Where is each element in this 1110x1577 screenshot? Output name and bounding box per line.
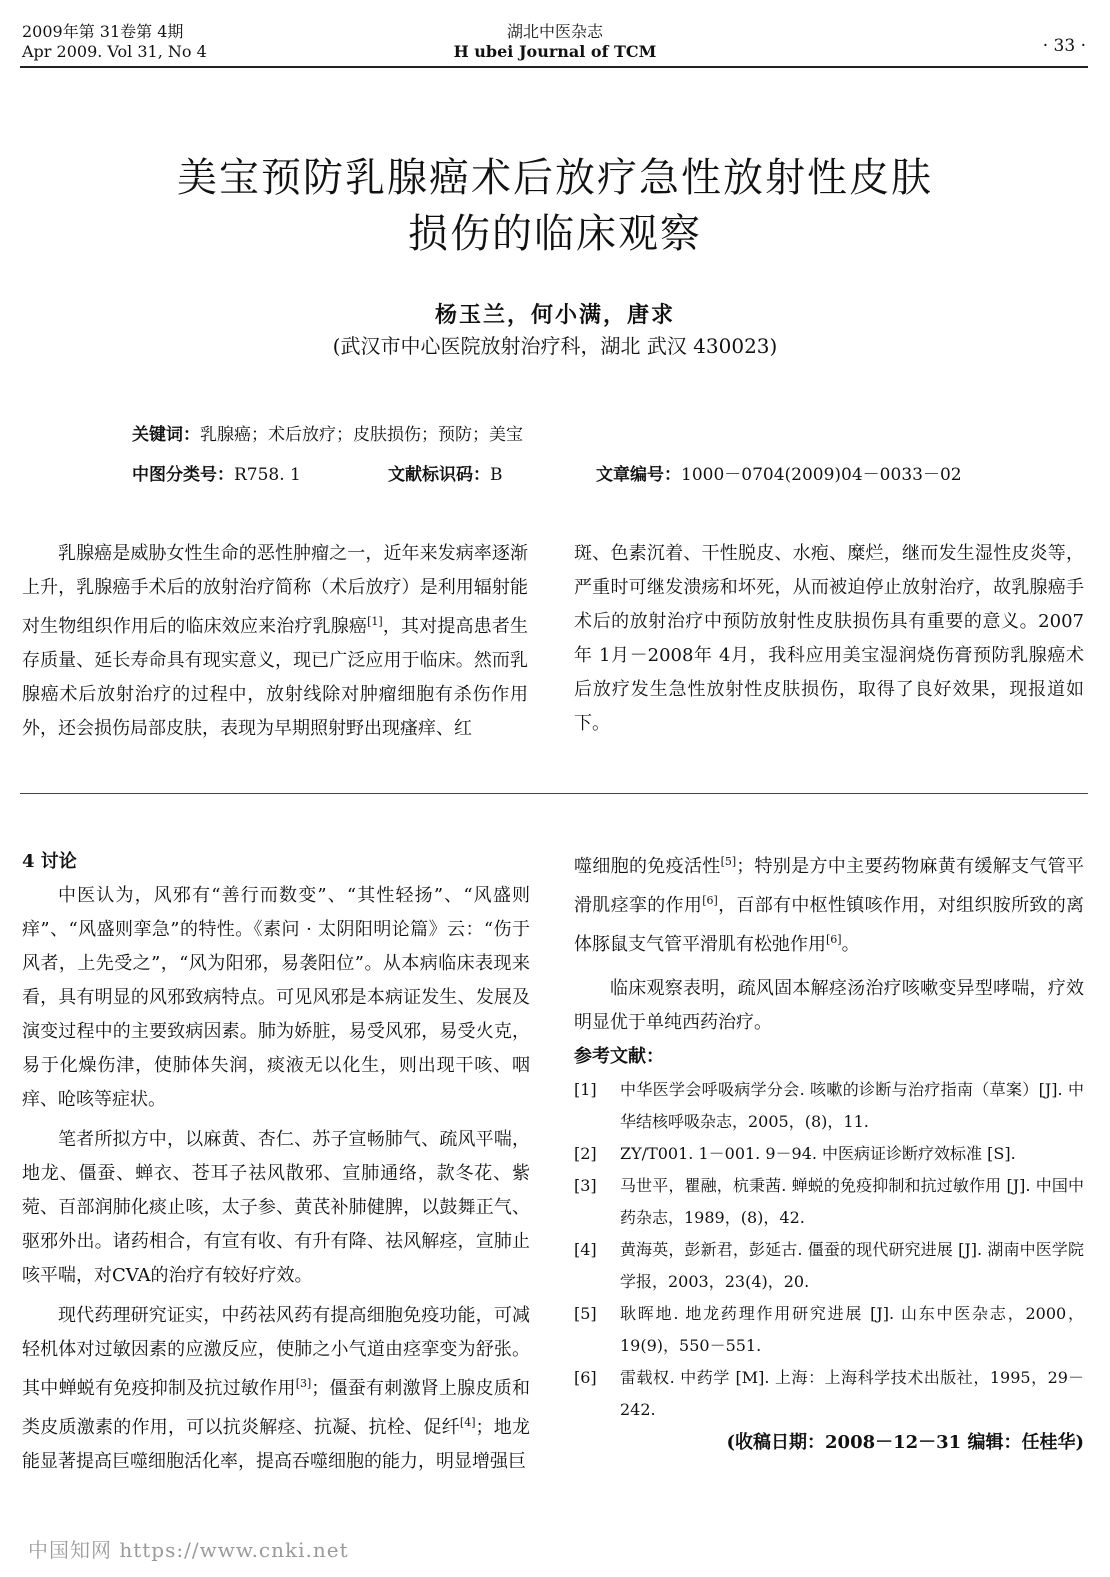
discussion-paragraph-1: 中医认为，风邪有“善行而数变”、“其性轻扬”、“风盛则痒”、“风盛则挛急”的特性。《素问 · 太阴阳明论篇》云：“伤于风者，上先受之”，“风为阳邪，易袭阳位”。从本病临床表现来看，具有明显的风邪致病特点。可见风邪是本病证发生、发展及演变过程中的主要致病因素。肺为娇脏，易受风邪，易受火克，易于化燥伤津，使肺体失润，痰液无以化生，则出现干咳、咽痒、呛咳等症状。 xyxy=(22,885,530,1110)
doc-code-label: 文献标识码： xyxy=(388,465,490,485)
discussion-paragraph-2: 笔者所拟方中，以麻黄、杏仁、苏子宣畅肺气、疏风平喘，地龙、僵蚕、蝉衣、苍耳子祛风散邪、宣肺通络，款冬花、紫菀、百部润肺化痰止咳，太子参、黄芪补肺健脾，以鼓舞正气、驱邪外出。诸药相合，有宣有收、有升有降、祛风解痉，宣肺止咳平喘，对CVA的治疗有较好疗效。 xyxy=(22,1129,530,1286)
discussion-paragraph-3: 现代药理研究证实，中药祛风药有提高细胞免疫功能，可减轻机体对过敏因素的应激反应，使肺之小气道由痉挛变为舒张。其中蝉蜕有免疫抑制及抗过敏作用[3]；僵蚕有刺激肾上腺皮质和类皮质激素的作用，可以抗炎解痉、抗凝、抗栓、促纤[4]；地龙能显著提高巨噬细胞活化率，提高吞噬细胞的能力，明显增强巨 xyxy=(22,1305,531,1472)
reference-number: [2] xyxy=(574,1144,597,1163)
article-number-value: 1000－0704(2009)04－0033－02 xyxy=(681,465,962,485)
discussion-left-column xyxy=(22,845,530,1479)
section-divider xyxy=(20,793,1088,794)
title-line-2: 损伤的临床观察 xyxy=(408,211,702,257)
discussion-conclusion: 临床观察表明，疏风固本解痉汤治疗咳嗽变异型哮喘，疗效明显优于单纯西药治疗。 xyxy=(574,978,1084,1033)
reference-text: 黄海英，彭新君，彭延古. 僵蚕的现代研究进展 [J]. 湖南中医学院学报，2003，23(4)，20. xyxy=(620,1240,1084,1291)
journal-name-en: H ubei Journal of TCM xyxy=(453,42,657,61)
journal-name-cn: 湖北中医杂志 xyxy=(506,22,603,41)
reference-text: 马世平，瞿融，杭秉茜. 蝉蜕的免疫抑制和抗过敏作用 [J]. 中国中药杂志，1989，(8)，42. xyxy=(620,1176,1084,1227)
intro-paragraph: 乳腺癌是威胁女性生命的恶性肿瘤之一，近年来发病率逐渐上升，乳腺癌手术后的放射治疗简称（术后放疗）是利用辐射能对生物组织作用后的临床效应来治疗乳腺癌[1]，其对提高患者生存质量、延长寿命具有现实意义，现已广泛应用于临床。然而乳腺癌术后放射治疗的过程中，放射线除对肿瘤细胞有杀伤作用外，还会损伤局部皮肤，表现为早期照射野出现瘙痒、红 xyxy=(22,543,529,739)
intro-right-column xyxy=(574,537,1084,741)
discussion-right-column xyxy=(574,845,1084,1460)
reference-text: 雷载权. 中药学 [M]. 上海：上海科学技术出版社，1995，29－242. xyxy=(620,1368,1084,1419)
running-header-center xyxy=(0,22,1110,62)
journal-issue-cn: 2009年第 31卷第 4期 xyxy=(22,22,184,41)
discussion-paragraph-cont: 噬细胞的免疫活性[5]；特别是方中主要药物麻黄有缓解支气管平滑肌痉挛的作用[6]，百部有中枢性镇咳作用，对组织胺所致的离体豚鼠支气管平滑肌有松弛作用[6]。 xyxy=(574,855,1085,955)
intro-left-column xyxy=(22,537,528,746)
reference-item xyxy=(574,1298,1084,1362)
journal-issue-en: Apr 2009. Vol 31, No 4 xyxy=(22,42,207,61)
reference-item xyxy=(574,1170,1084,1234)
doc-code-value: B xyxy=(490,465,503,485)
keywords-label: 关键词： xyxy=(132,425,200,445)
reference-number: [4] xyxy=(574,1240,597,1259)
reference-number: [1] xyxy=(574,1080,597,1099)
page-number: · 33 · xyxy=(1042,36,1086,56)
references-heading: 参考文献： xyxy=(574,1046,664,1067)
citation: [6] xyxy=(826,933,842,946)
clc-value: R758. 1 xyxy=(234,465,301,485)
reference-item xyxy=(574,1362,1084,1426)
citation: [1] xyxy=(367,615,383,628)
authors: 杨玉兰，何小满，唐求 xyxy=(434,302,675,328)
article-number-label: 文章编号： xyxy=(596,465,681,485)
reference-text: 耿晖地. 地龙药理作用研究进展 [J]. 山东中医杂志，2000，19(9)，550－551. xyxy=(620,1304,1084,1355)
citation: [4] xyxy=(459,1416,476,1429)
reference-number: [3] xyxy=(574,1176,597,1195)
reference-item xyxy=(574,1074,1084,1138)
reference-number: [5] xyxy=(574,1304,597,1323)
reference-item xyxy=(574,1234,1084,1298)
reference-list xyxy=(574,1074,1084,1426)
doc-code xyxy=(388,460,503,485)
clc-label: 中图分类号： xyxy=(132,465,234,485)
received-date: (收稿日期：2008－12－31 编辑：任桂华) xyxy=(726,1432,1084,1453)
section-heading: 4 讨论 xyxy=(22,851,77,872)
keywords xyxy=(132,420,523,445)
header-rule xyxy=(20,66,1088,68)
keywords-text: 乳腺癌；术后放疗；皮肤损伤；预防；美宝 xyxy=(200,425,523,445)
clc-number xyxy=(132,460,301,485)
reference-text: 中华医学会呼吸病学分会. 咳嗽的诊断与治疗指南（草案）[J]. 中华结核呼吸杂志，2005，(8)，11. xyxy=(620,1080,1084,1131)
reference-number: [6] xyxy=(574,1368,597,1387)
reference-text: ZY/T001. 1－001. 9－94. 中医病证诊断疗效标准 [S]. xyxy=(620,1144,1016,1163)
article-title xyxy=(0,150,1110,262)
citation: [6] xyxy=(702,894,718,907)
affiliation: (武汉市中心医院放射治疗科，湖北 武汉 430023) xyxy=(332,334,778,358)
title-line-1: 美宝预防乳腺癌术后放疗急性放射性皮肤 xyxy=(177,155,933,201)
citation: [5] xyxy=(720,855,737,868)
reference-item xyxy=(574,1138,1084,1170)
cnki-watermark: 中国知网 https://www.cnki.net xyxy=(28,1538,349,1562)
article-number xyxy=(596,460,962,485)
citation: [3] xyxy=(295,1377,312,1390)
intro-paragraph-cont: 斑、色素沉着、干性脱皮、水疱、糜烂，继而发生湿性皮炎等，严重时可继发溃疡和坏死，从而被迫停止放射治疗，故乳腺癌手术后的放射治疗中预防放射性皮肤损伤具有重要的意义。2007年 1月－2008年 4月，我科应用美宝湿润烧伤膏预防乳腺癌术后放疗发生急性放射性皮肤损伤，取得了良好效果，现报道如下。 xyxy=(574,543,1084,734)
